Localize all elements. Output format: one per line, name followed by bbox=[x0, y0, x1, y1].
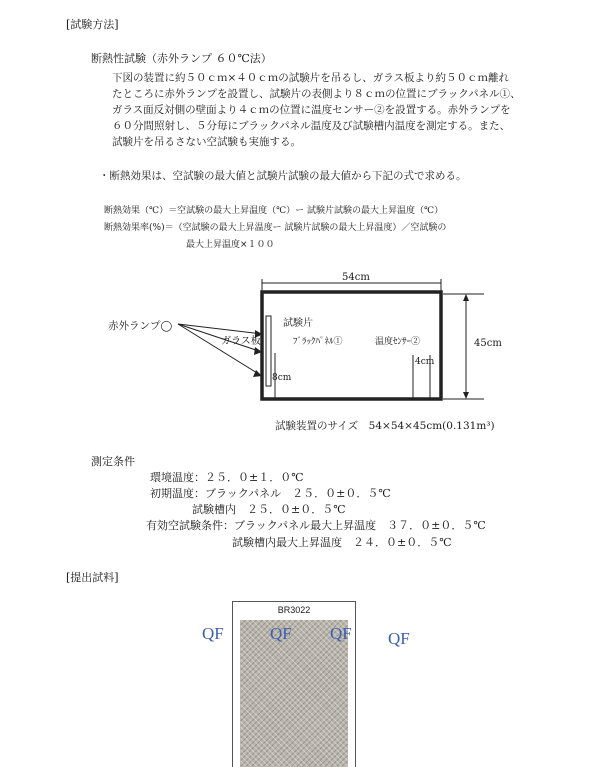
specimen-label: 試験片 bbox=[283, 318, 313, 329]
lamp-ray bbox=[178, 324, 262, 334]
condition-initial-temp: 初期温度：ブラックパネル ２５．０±０．５℃ bbox=[150, 487, 391, 500]
formula-line-2: 断熱効果率(%)＝（空試験の最大上昇温度ー 試験片試験の最大上昇温度）／空試験の bbox=[104, 223, 447, 233]
conditions-heading: 測定条件 bbox=[91, 455, 135, 468]
method-paragraph-line-4: ６０分間照射し、５分毎にブラックパネル温度及び試験槽内温度を測定する。また、 bbox=[112, 120, 511, 132]
apparatus-size-caption: 試験装置のサイズ 54×54×45cm(0.131m³) bbox=[275, 420, 495, 432]
lamp-label: 赤外ランプ◯ bbox=[108, 320, 173, 332]
method-paragraph-line-2: たところに赤外ランプを設置し、試験片の表側より８ｃｍの位置にブラックパネル①、 bbox=[112, 88, 521, 100]
test-title: 断熱性試験（赤外ランプ ６０℃法） bbox=[91, 52, 272, 65]
formula-line-3: 最大上昇温度×１００ bbox=[186, 240, 275, 250]
submitted-heading: [提出試料] bbox=[66, 571, 119, 584]
method-paragraph-line-5: 試験片を吊るさない空試験も実施する。 bbox=[112, 136, 301, 148]
width-label: 54cm bbox=[342, 272, 370, 283]
method-paragraph-line-3: ガラス面反対側の壁面より４ｃｍの位置に温度センサー②を設置する。赤外ランプを bbox=[112, 104, 511, 116]
height-label: 45cm bbox=[474, 338, 502, 349]
temperature-sensor-label: 温度ｾﾝｻｰ② bbox=[375, 337, 421, 347]
distance-4cm-label: 4cm bbox=[415, 357, 435, 367]
condition-chamber-temp: 試験槽内 ２５．０±０．５℃ bbox=[192, 503, 346, 516]
black-panel-label: ﾌﾞﾗｯｸﾊﾟﾈﾙ① bbox=[293, 337, 343, 347]
qf-logo-mark: QF bbox=[202, 624, 224, 643]
sample-code: BR3022 bbox=[277, 605, 311, 615]
condition-chamber-max-rise: 試験槽内最大上昇温度 ２４．０±０．５℃ bbox=[232, 536, 452, 549]
condition-ambient-temp: 環境温度：２５．０±１．０℃ bbox=[150, 471, 304, 484]
qf-logo-mark: QF bbox=[388, 629, 410, 648]
glass-plate bbox=[266, 316, 271, 386]
qf-logo-mark: QF bbox=[270, 624, 292, 643]
condition-valid-blank: 有効空試験条件：ブラックパネル最大上昇温度 ３７．０±０．５℃ bbox=[146, 519, 486, 532]
formula-line-1: 断熱効果（℃）＝空試験の最大上昇温度（℃）ー 試験片試験の最大上昇温度（℃） bbox=[104, 206, 444, 216]
distance-8cm-label: 8cm bbox=[272, 373, 292, 383]
glass-label: ガラス板 bbox=[221, 336, 261, 347]
method-paragraph-line-1: 下図の装置に約５０ｃｍ×４０ｃｍの試験片を吊るし、ガラス板より約５０ｃｍ離れ bbox=[112, 72, 509, 84]
method-bullet: ・断熱効果は、空試験の最大値と試験片試験の最大値から下記の式で求める。 bbox=[99, 170, 467, 182]
method-heading: [試験方法] bbox=[66, 18, 119, 31]
qf-logo-mark: QF bbox=[330, 624, 352, 643]
